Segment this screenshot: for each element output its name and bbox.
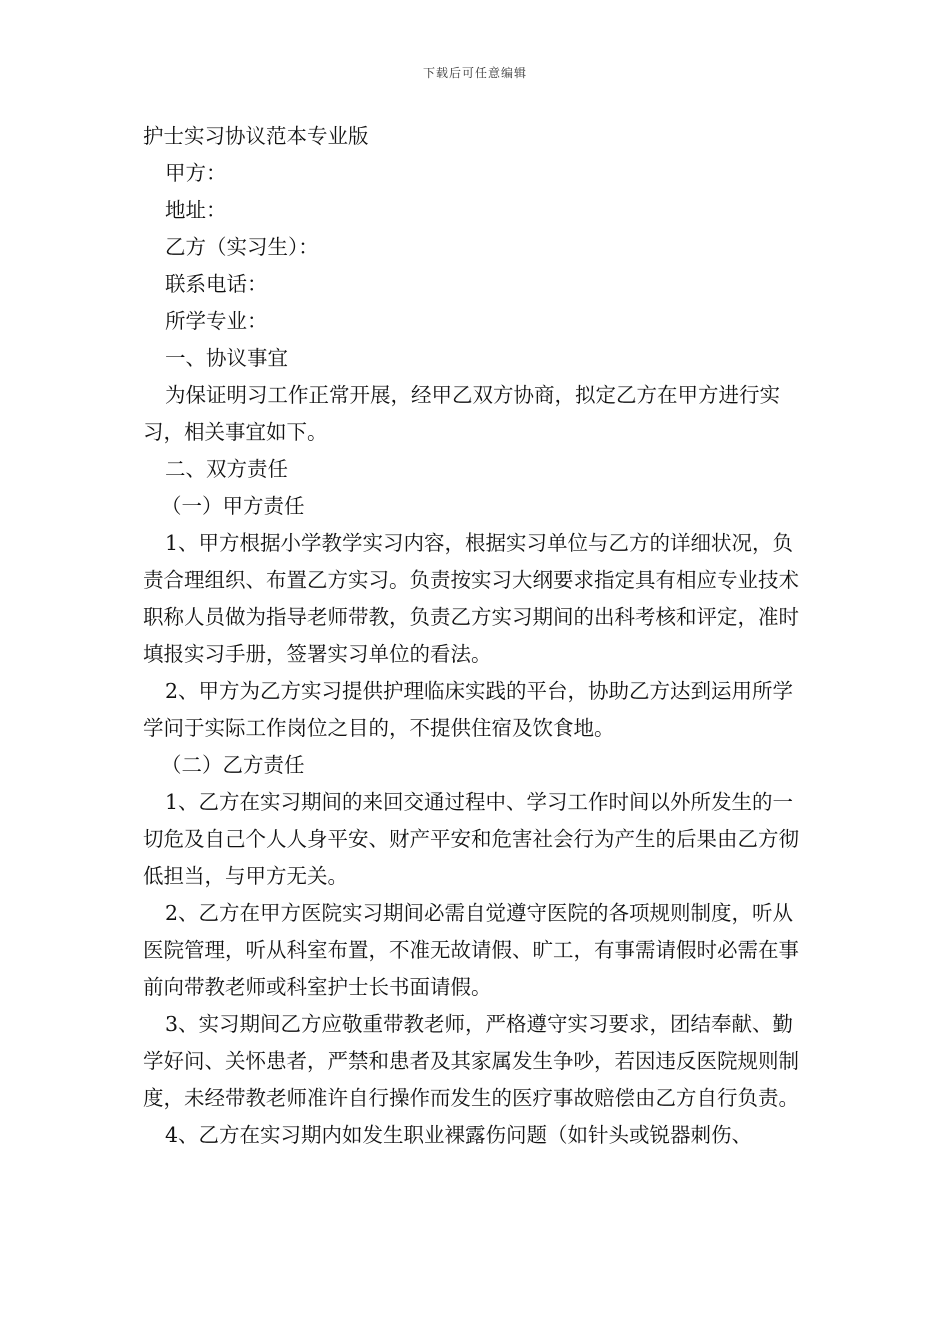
document-body	[143, 118, 811, 1154]
party-a-item-1: 1、甲方根据小学教学实习内容，根据实习单位与乙方的详细状况，负责合理组织、布置乙方实习。负责按实习大纲要求指定具有相应专业技术职称人员做为指导老师带教，负责乙方实习期间的出科考核和评定，准时填报实习手册，签署实习单位的看法。	[143, 531, 799, 666]
field-major: 所学专业：	[165, 309, 268, 333]
page-header-note: 下载后可任意编辑	[422, 66, 527, 80]
document-title: 护士实习协议范本专业版	[143, 124, 369, 148]
field-party-b: 乙方（实习生）：	[165, 235, 319, 259]
field-address: 地址：	[165, 198, 227, 222]
field-party-a: 甲方：	[165, 161, 227, 185]
party-a-item-2: 2、甲方为乙方实习提供护理临床实践的平台，协助乙方达到运用所学学问于实际工作岗位之目的，不提供住宿及饮食地。	[143, 679, 794, 740]
party-b-item-4: 4、乙方在实习期内如发生职业裸露伤问题（如针头或锐器刺伤、	[165, 1123, 753, 1147]
party-a-responsibility-heading: （一）甲方责任	[161, 494, 305, 518]
party-b-item-3: 3、实习期间乙方应敬重带教老师，严格遵守实习要求，团结奉献、勤学好问、关怀患者，严禁和患者及其家属发生争吵，若因违反医院规则制度，未经带教老师准许自行操作而发生的医疗事故赔偿由乙方自行负责。	[143, 1012, 799, 1110]
party-b-responsibility-heading: （二）乙方责任	[161, 753, 305, 777]
section-1-heading: 一、协议事宜	[165, 346, 288, 370]
field-phone: 联系电话：	[165, 272, 268, 296]
section-2-heading: 二、双方责任	[165, 457, 288, 481]
party-b-item-2: 2、乙方在甲方医院实习期间必需自觉遵守医院的各项规则制度，听从医院管理，听从科室布置，不准无故请假、旷工，有事需请假时必需在事前向带教老师或科室护士长书面请假。	[143, 901, 799, 999]
party-b-item-1: 1、乙方在实习期间的来回交通过程中、学习工作时间以外所发生的一切危及自己个人人身平安、财产平安和危害社会行为产生的后果由乙方彻低担当，与甲方无关。	[143, 790, 799, 888]
section-1-paragraph: 为保证明习工作正常开展，经甲乙双方协商，拟定乙方在甲方进行实习，相关事宜如下。	[143, 383, 780, 444]
